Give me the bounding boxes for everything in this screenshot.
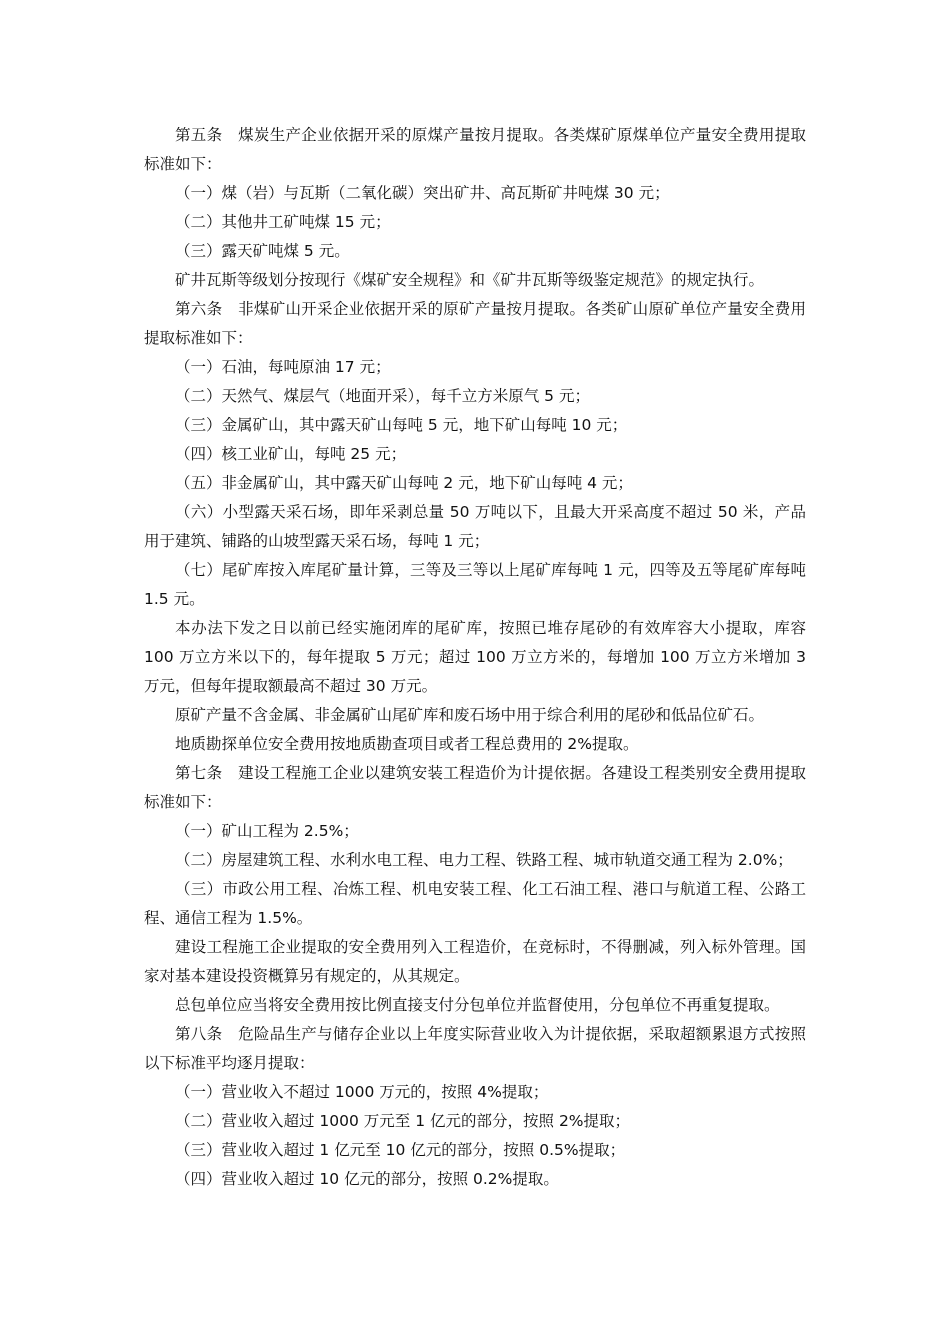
document-body — [144, 121, 806, 1194]
list-item: （三）金属矿山，其中露天矿山每吨 5 元，地下矿山每吨 10 元； — [175, 416, 628, 434]
list-item: （一）矿山工程为 2.5%； — [175, 822, 359, 840]
paragraph: 总包单位应当将安全费用按比例直接支付分包单位并监督使用，分包单位不再重复提取。 — [175, 996, 780, 1014]
paragraph-article-6: 第六条 非煤矿山开采企业依据开采的原矿产量按月提取。各类矿山原矿单位产量安全费用提取标准如下： — [144, 300, 806, 347]
paragraph: 地质勘探单位安全费用按地质勘查项目或者工程总费用的 2%提取。 — [175, 735, 639, 753]
list-item: （五）非金属矿山，其中露天矿山每吨 2 元，地下矿山每吨 4 元； — [175, 474, 633, 492]
list-item: （三）营业收入超过 1 亿元至 10 亿元的部分，按照 0.5%提取； — [175, 1141, 626, 1159]
list-item: （二）营业收入超过 1000 万元至 1 亿元的部分，按照 2%提取； — [175, 1112, 631, 1130]
list-item: （四）营业收入超过 10 亿元的部分，按照 0.2%提取。 — [175, 1170, 559, 1188]
list-item: （二）天然气、煤层气（地面开采），每千立方米原气 5 元； — [175, 387, 590, 405]
list-item: （一）营业收入不超过 1000 万元的，按照 4%提取； — [175, 1083, 549, 1101]
list-item: （七）尾矿库按入库尾矿量计算，三等及三等以上尾矿库每吨 1 元，四等及五等尾矿库每吨 1.5 元。 — [144, 561, 806, 608]
list-item: （一）石油，每吨原油 17 元； — [175, 358, 391, 376]
list-item: （三）露天矿吨煤 5 元。 — [175, 242, 350, 260]
list-item: （六）小型露天采石场，即年采剥总量 50 万吨以下，且最大开采高度不超过 50 米，产品用于建筑、铺路的山坡型露天采石场，每吨 1 元； — [144, 503, 806, 550]
paragraph: 本办法下发之日以前已经实施闭库的尾矿库，按照已堆存尾砂的有效库容大小提取，库容 100 万立方米以下的，每年提取 5 万元；超过 100 万立方米的，每增加 100 万立方米增加 3 万元，但每年提取额最高不超过 30 万元。 — [144, 619, 806, 695]
paragraph: 原矿产量不含金属、非金属矿山尾矿库和废石场中用于综合利用的尾砂和低品位矿石。 — [175, 706, 765, 724]
paragraph-article-7: 第七条 建设工程施工企业以建筑安装工程造价为计提依据。各建设工程类别安全费用提取标准如下： — [144, 764, 806, 811]
list-item: （四）核工业矿山，每吨 25 元； — [175, 445, 407, 463]
paragraph: 建设工程施工企业提取的安全费用列入工程造价，在竞标时，不得删减，列入标外管理。国家对基本建设投资概算另有规定的，从其规定。 — [144, 938, 806, 985]
list-item: （三）市政公用工程、冶炼工程、机电安装工程、化工石油工程、港口与航道工程、公路工程、通信工程为 1.5%。 — [144, 880, 806, 927]
list-item: （一）煤（岩）与瓦斯（二氧化碳）突出矿井、高瓦斯矿井吨煤 30 元； — [175, 184, 670, 202]
paragraph-article-8: 第八条 危险品生产与储存企业以上年度实际营业收入为计提依据，采取超额累退方式按照以下标准平均逐月提取： — [144, 1025, 806, 1072]
list-item: （二）其他井工矿吨煤 15 元； — [175, 213, 391, 231]
paragraph-article-5: 第五条 煤炭生产企业依据开采的原煤产量按月提取。各类煤矿原煤单位产量安全费用提取标准如下： — [144, 126, 806, 173]
paragraph: 矿井瓦斯等级划分按现行《煤矿安全规程》和《矿井瓦斯等级鉴定规范》的规定执行。 — [175, 271, 765, 289]
list-item: （二）房屋建筑工程、水利水电工程、电力工程、铁路工程、城市轨道交通工程为 2.0%； — [175, 851, 793, 869]
